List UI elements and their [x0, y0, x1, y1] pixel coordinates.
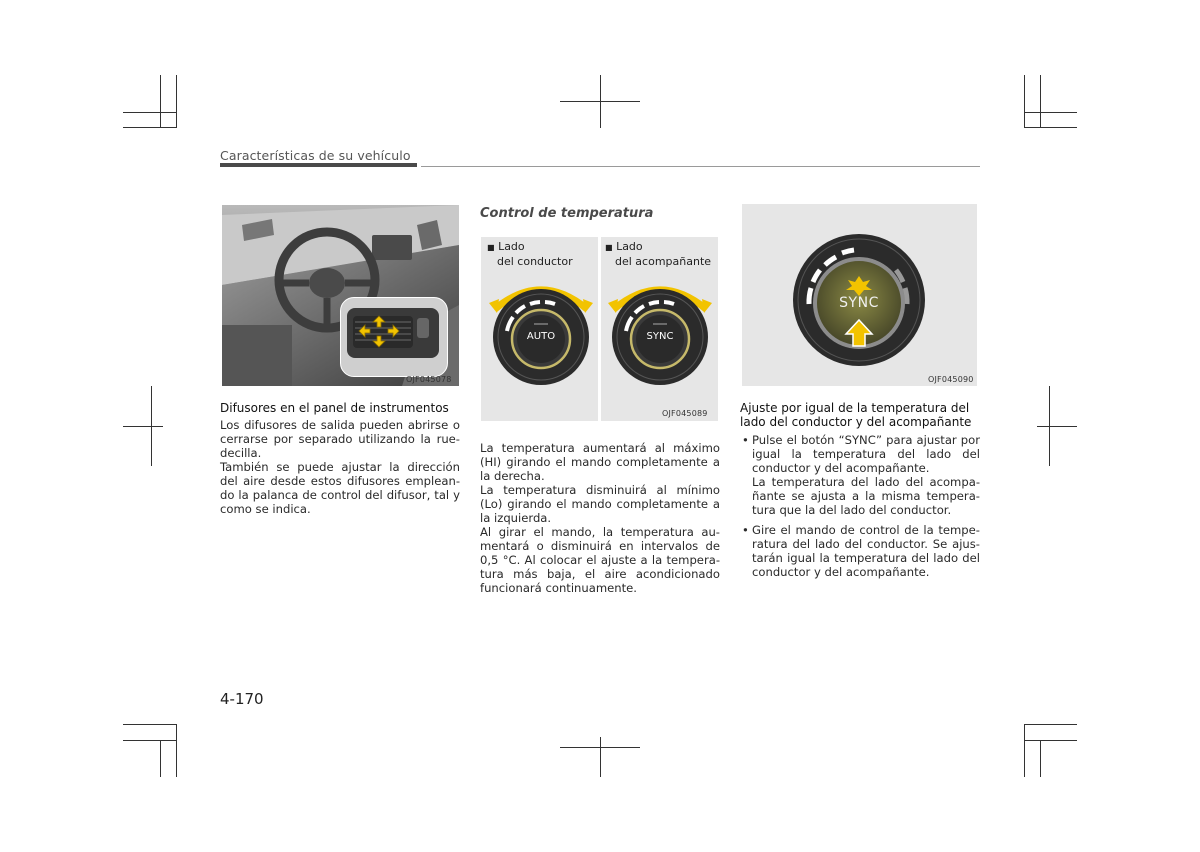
sync-button: SYNC: [839, 295, 879, 311]
section-title-vents: Difusores en el panel de instrumentos: [220, 401, 449, 415]
temperature-paragraph-3: Al girar el mando, la temperatura au-mentará o disminuirá en intervalos de 0,5 °C. Al colocar el ajuste a la tempera-tura más baja, el aire acondicionado funcionará continuamente.: [480, 525, 720, 595]
figure-sync-knob: [742, 204, 977, 386]
temperature-paragraph-2: La temperatura disminuirá al mínimo (Lo) girando el mando completamente a la izquierda.: [480, 483, 720, 525]
vent-inset-illustration: [341, 298, 447, 376]
vents-description: [220, 418, 460, 516]
figure-code: OJF045089: [662, 409, 708, 418]
vents-paragraph-1: Los difusores de salida pueden abrirse o cerrarse por separado utilizando la rue-decilla.: [220, 418, 460, 460]
square-bullet-icon: ■: [487, 243, 495, 252]
driver-side-label: ■ Lado del conductor: [487, 240, 573, 268]
temperature-paragraph-1: La temperatura aumentará al máximo (HI) girando el mando completamente a la derecha.: [480, 441, 720, 483]
sync-description: [740, 433, 980, 585]
header-rule-dark: [220, 163, 417, 167]
list-item: • Gire el mando de control de la tempe-ratura del lado del conductor. Se ajus-tarán igual la temperatura del lado del conductor y del acompañante.: [742, 523, 980, 579]
figure-code: OJF045078: [406, 375, 452, 384]
section-title-sync: Ajuste por igual de la temperatura del lado del conductor y del acompañante: [740, 401, 972, 429]
header-rule-light: [421, 166, 980, 167]
passenger-side-label: ■ Lado del acompañante: [605, 240, 712, 268]
section-title-temperature: Control de temperatura: [480, 206, 654, 221]
figure-temperature-knobs: [481, 237, 718, 421]
page-number: 4-170: [220, 690, 264, 708]
figure-divider: [598, 237, 601, 421]
auto-button: AUTO: [526, 331, 556, 342]
temperature-description: [480, 441, 720, 595]
square-bullet-icon: ■: [605, 243, 613, 252]
running-header: Características de su vehículo: [220, 148, 411, 163]
list-item: • Pulse el botón “SYNC” para ajustar por igual la temperatura del lado del conductor y del acompañante. La temperatura del lado del acompa-ñante se ajusta a la misma tempera-tura que la del lado del conductor.: [742, 433, 980, 517]
sync-button-small: SYNC: [646, 331, 674, 342]
figure-dashboard: [222, 205, 459, 386]
figure-code: OJF045090: [928, 375, 974, 384]
vents-paragraph-2: También se puede ajustar la dirección del aire desde estos difusores emplean-do la palanca de control del difusor, tal y como se indica.: [220, 460, 460, 516]
vent-inset: [340, 297, 448, 377]
